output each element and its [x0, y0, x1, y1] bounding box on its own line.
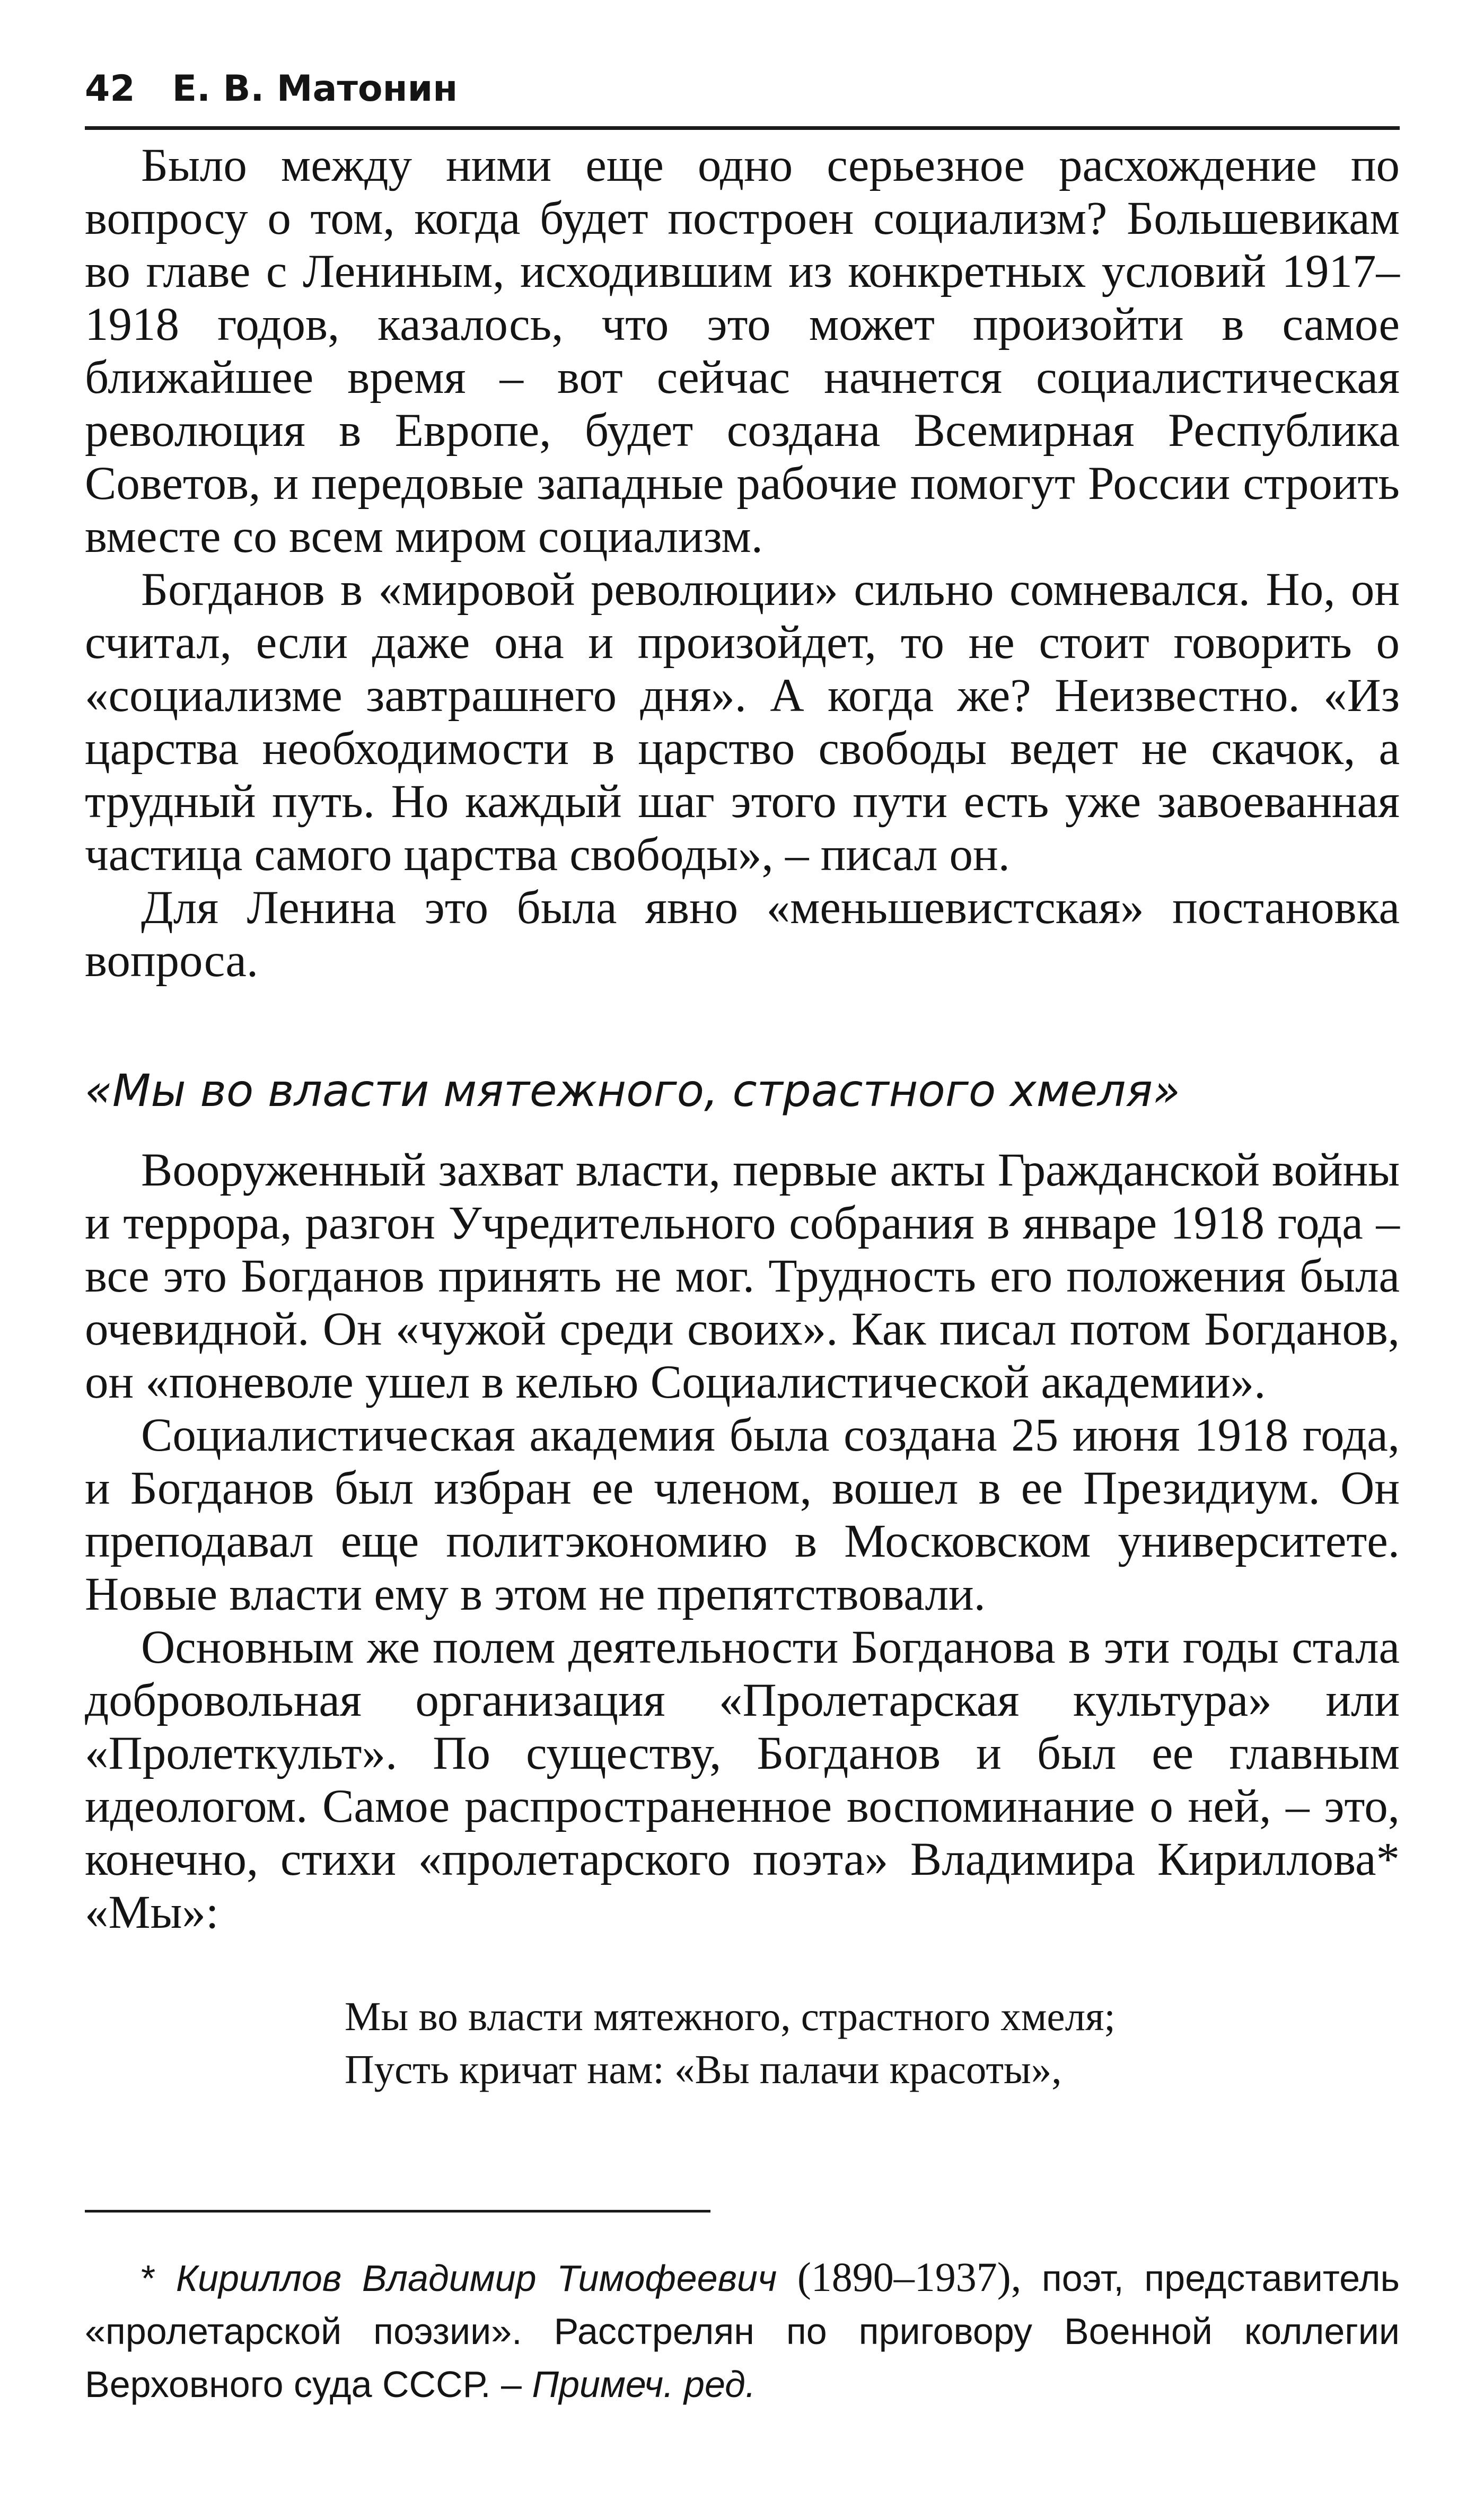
- poem-line: Мы во власти мятежного, страстного хмеля;: [345, 1994, 1116, 2039]
- running-header-author: Е. В. Матонин: [172, 68, 458, 110]
- poem-quote: [345, 1990, 1400, 2096]
- footnote-divider: [85, 2210, 710, 2213]
- footnote-editor-note: Примеч. ред.: [532, 2364, 756, 2405]
- poem-line: Пусть кричат нам: «Вы палачи красоты»,: [345, 2047, 1062, 2092]
- footnote-person-name: Кириллов Владимир Тимофеевич: [175, 2258, 777, 2299]
- footnote-dates: (1890–1937),: [797, 2254, 1022, 2300]
- body-text: [85, 139, 1400, 2096]
- page-number: 42: [85, 68, 135, 110]
- paragraph: Было между ними еще одно серьезное расхождение по вопросу о том, когда будет построен социализм? Большевикам во главе с Лениным, исходившим из конкретных условий 1917–1918 годов, казалось, что это может произойти в самое ближайшее время – вот сейчас начнется социалистическая революция в Европе, будет создана Всемирная Республика Советов, и передовые западные рабочие помогут России строить вместе со всем миром социализм.: [85, 139, 1400, 563]
- running-header: [85, 63, 1400, 130]
- section-heading: «Мы во власти мятежного, страстного хмеля»: [85, 1065, 1180, 1117]
- paragraph: Основным же полем деятельности Богданова в эти годы стала добровольная организация «Пролетарская культура» или «Пролеткульт». По существу, Богданов и был ее главным идеологом. Самое распространенное воспоминание о ней, – это, конечно, стихи «пролетарского поэта» Владимира Кириллова* «Мы»:: [85, 1621, 1400, 1938]
- paragraph: Для Ленина это была явно «меньшевистская» постановка вопроса.: [85, 882, 1400, 987]
- paragraph: Богданов в «мировой революции» сильно сомневался. Но, он считал, если даже она и произойдет, то не стоит говорить о «социализме завтрашнего дня». А когда же? Неизвестно. «Из царства необходимости в царство свободы ведет не скачок, а трудный путь. Но каждый шаг этого пути есть уже завоеванная частица самого царства свободы», – писал он.: [85, 564, 1400, 881]
- footnote-text: поэт, представитель «пролетарской поэзии». Расстрелян по приговору Военной коллегии Верховного суда СССР. –: [85, 2258, 1400, 2405]
- footnote: [85, 2251, 1400, 2411]
- paragraph: Вооруженный захват власти, первые акты Гражданской войны и террора, разгон Учредительного собрания в январе 1918 года – все это Богданов принять не мог. Трудность его положения была очевидной. Он «чужой среди своих». Как писал потом Богданов, он «поневоле ушел в келью Социалистической академии».: [85, 1144, 1400, 1408]
- paragraph: Социалистическая академия была создана 25 июня 1918 года, и Богданов был избран ее членом, вошел в ее Президиум. Он преподавал еще политэкономию в Московском университете. Новые власти ему в этом не препятствовали.: [85, 1409, 1400, 1620]
- footnote-marker: *: [141, 2258, 156, 2299]
